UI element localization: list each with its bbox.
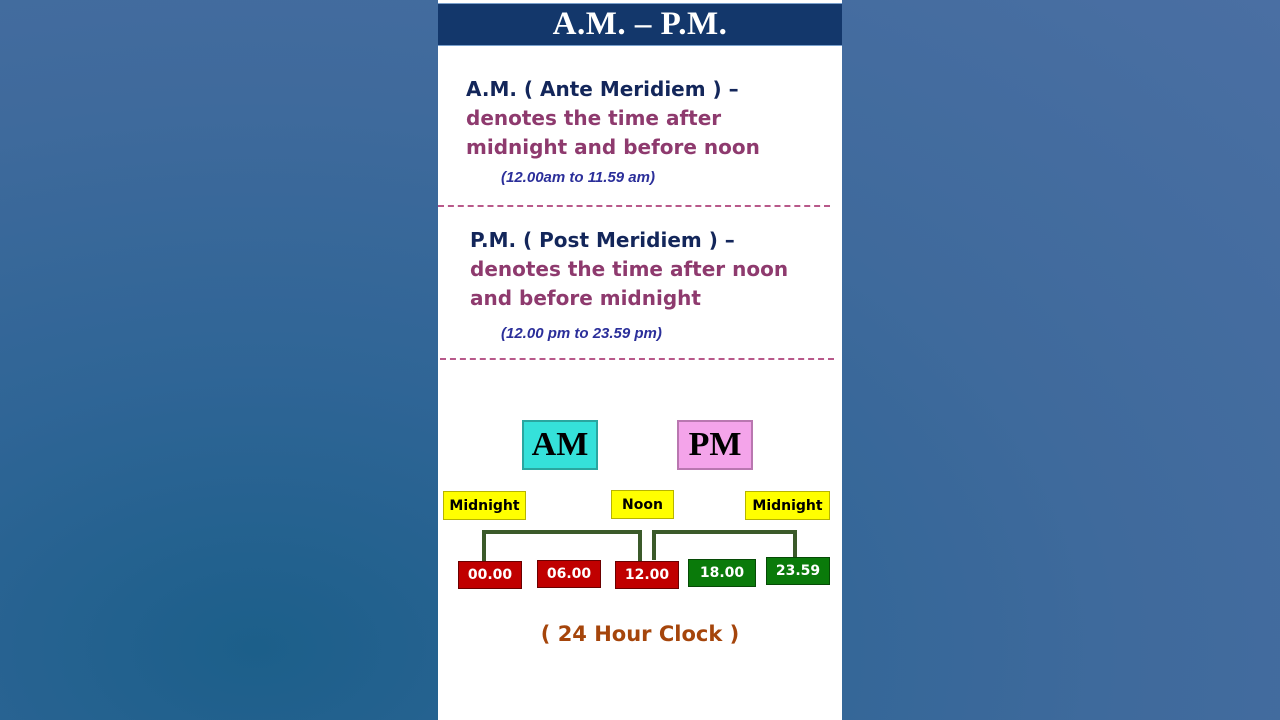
time-box-0000: 00.00 — [458, 561, 522, 589]
am-line-2: midnight and before noon — [466, 135, 760, 159]
am-range: (12.00am to 11.59 am) — [501, 169, 655, 186]
am-line-1: denotes the time after — [466, 106, 722, 130]
midnight-end-label: Midnight — [745, 491, 830, 520]
pm-range: (12.00 pm to 23.59 pm) — [501, 325, 662, 342]
separator-2 — [440, 358, 834, 360]
pm-box: PM — [677, 420, 753, 470]
pm-bracket-top — [652, 530, 797, 534]
am-bracket-top — [482, 530, 642, 534]
noon-label: Noon — [611, 490, 674, 519]
time-box-0600: 06.00 — [537, 560, 601, 588]
am-box: AM — [522, 420, 598, 470]
am-bracket-right — [638, 530, 642, 562]
title-bar — [438, 3, 842, 46]
pm-line-1: denotes the time after noon — [470, 257, 789, 281]
slide — [438, 0, 842, 720]
slide-title: A.M. – P.M. — [552, 6, 728, 42]
time-box-1200: 12.00 — [615, 561, 679, 589]
pm-definition — [470, 226, 788, 313]
pm-heading: P.M. ( Post Meridiem ) – — [470, 228, 735, 252]
am-bracket-left — [482, 530, 486, 562]
am-definition — [466, 75, 760, 162]
time-box-2359: 23.59 — [766, 557, 830, 585]
clock-caption: ( 24 Hour Clock ) — [540, 622, 740, 646]
am-heading: A.M. ( Ante Meridiem ) – — [466, 77, 739, 101]
midnight-start-label: Midnight — [443, 491, 526, 520]
time-box-1800: 18.00 — [688, 559, 756, 587]
pm-bracket-right — [793, 530, 797, 558]
pm-line-2: and before midnight — [470, 286, 701, 310]
separator-1 — [438, 205, 830, 207]
pm-bracket-left — [652, 530, 656, 560]
